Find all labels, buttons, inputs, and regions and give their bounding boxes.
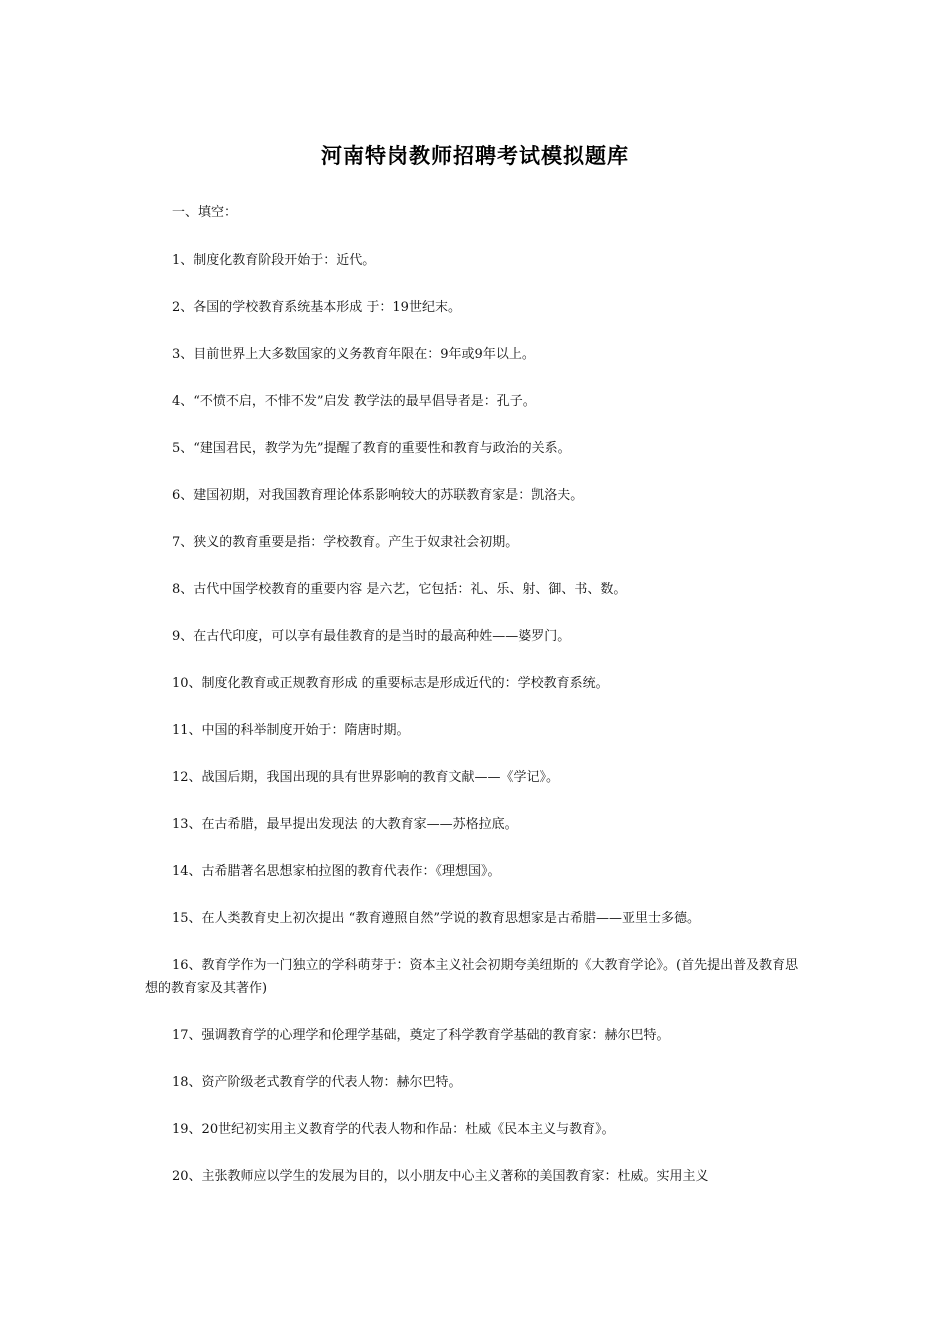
list-item: 14、古希腊著名思想家柏拉图的教育代表作：《理想国》。 (172, 864, 501, 879)
list-item: 1、制度化教育阶段开始于：近代。 (172, 253, 376, 268)
document-title: 河南特岗教师招聘考试模拟题库 (321, 143, 629, 168)
list-item: 13、在古希腊，最早提出发现法 的大教育家——苏格拉底。 (172, 817, 518, 832)
list-item: 12、战国后期，我国出现的具有世界影响的教育文献——《学记》。 (172, 770, 560, 785)
list-item: 16、教育学作为一门独立的学科萌芽于：资本主义社会初期夸美纽斯的《大教育学论》。(首先提出普及教育思想的教育家及其著作) (145, 958, 799, 996)
list-item: 5、“建国君民，教学为先”提醒了教育的重要性和教育与政治的关系。 (172, 441, 571, 456)
list-item: 7、狭义的教育重要是指：学校教育。产生于奴隶社会初期。 (172, 535, 519, 550)
list-item: 3、目前世界上大多数国家的义务教育年限在：9年或9年以上。 (172, 347, 535, 362)
list-item: 19、20世纪初实用主义教育学的代表人物和作品：杜威《民本主义与教育》。 (172, 1122, 615, 1137)
list-item: 11、中国的科举制度开始于：隋唐时期。 (172, 723, 410, 738)
list-item: 9、在古代印度，可以享有最佳教育的是当时的最高种姓——婆罗门。 (172, 629, 571, 644)
section-heading: 一、填空： (172, 205, 238, 220)
question-list (145, 249, 805, 1212)
list-item: 10、制度化教育或正规教育形成 的重要标志是形成近代的：学校教育系统。 (172, 676, 609, 691)
list-item: 6、建国初期，对我国教育理论体系影响较大的苏联教育家是：凯洛夫。 (172, 488, 584, 503)
list-item: 17、强调教育学的心理学和伦理学基础，奠定了科学教育学基础的教育家：赫尔巴特。 (172, 1028, 670, 1043)
list-item: 20、主张教师应以学生的发展为目的，以小朋友中心主义著称的美国教育家：杜威。实用主义 (172, 1169, 709, 1184)
list-item: 18、资产阶级老式教育学的代表人物：赫尔巴特。 (172, 1075, 462, 1090)
list-item: 8、古代中国学校教育的重要内容 是六艺，它包括：礼、乐、射、御、书、数。 (172, 582, 627, 597)
list-item: 15、在人类教育史上初次提出 “教育遵照自然”学说的教育思想家是古希腊——亚里士多德。 (172, 911, 700, 926)
list-item: 2、各国的学校教育系统基本形成 于：19世纪末。 (172, 300, 461, 315)
list-item: 4、“不愤不启，不悱不发”启发 教学法的最早倡导者是：孔子。 (172, 394, 536, 409)
